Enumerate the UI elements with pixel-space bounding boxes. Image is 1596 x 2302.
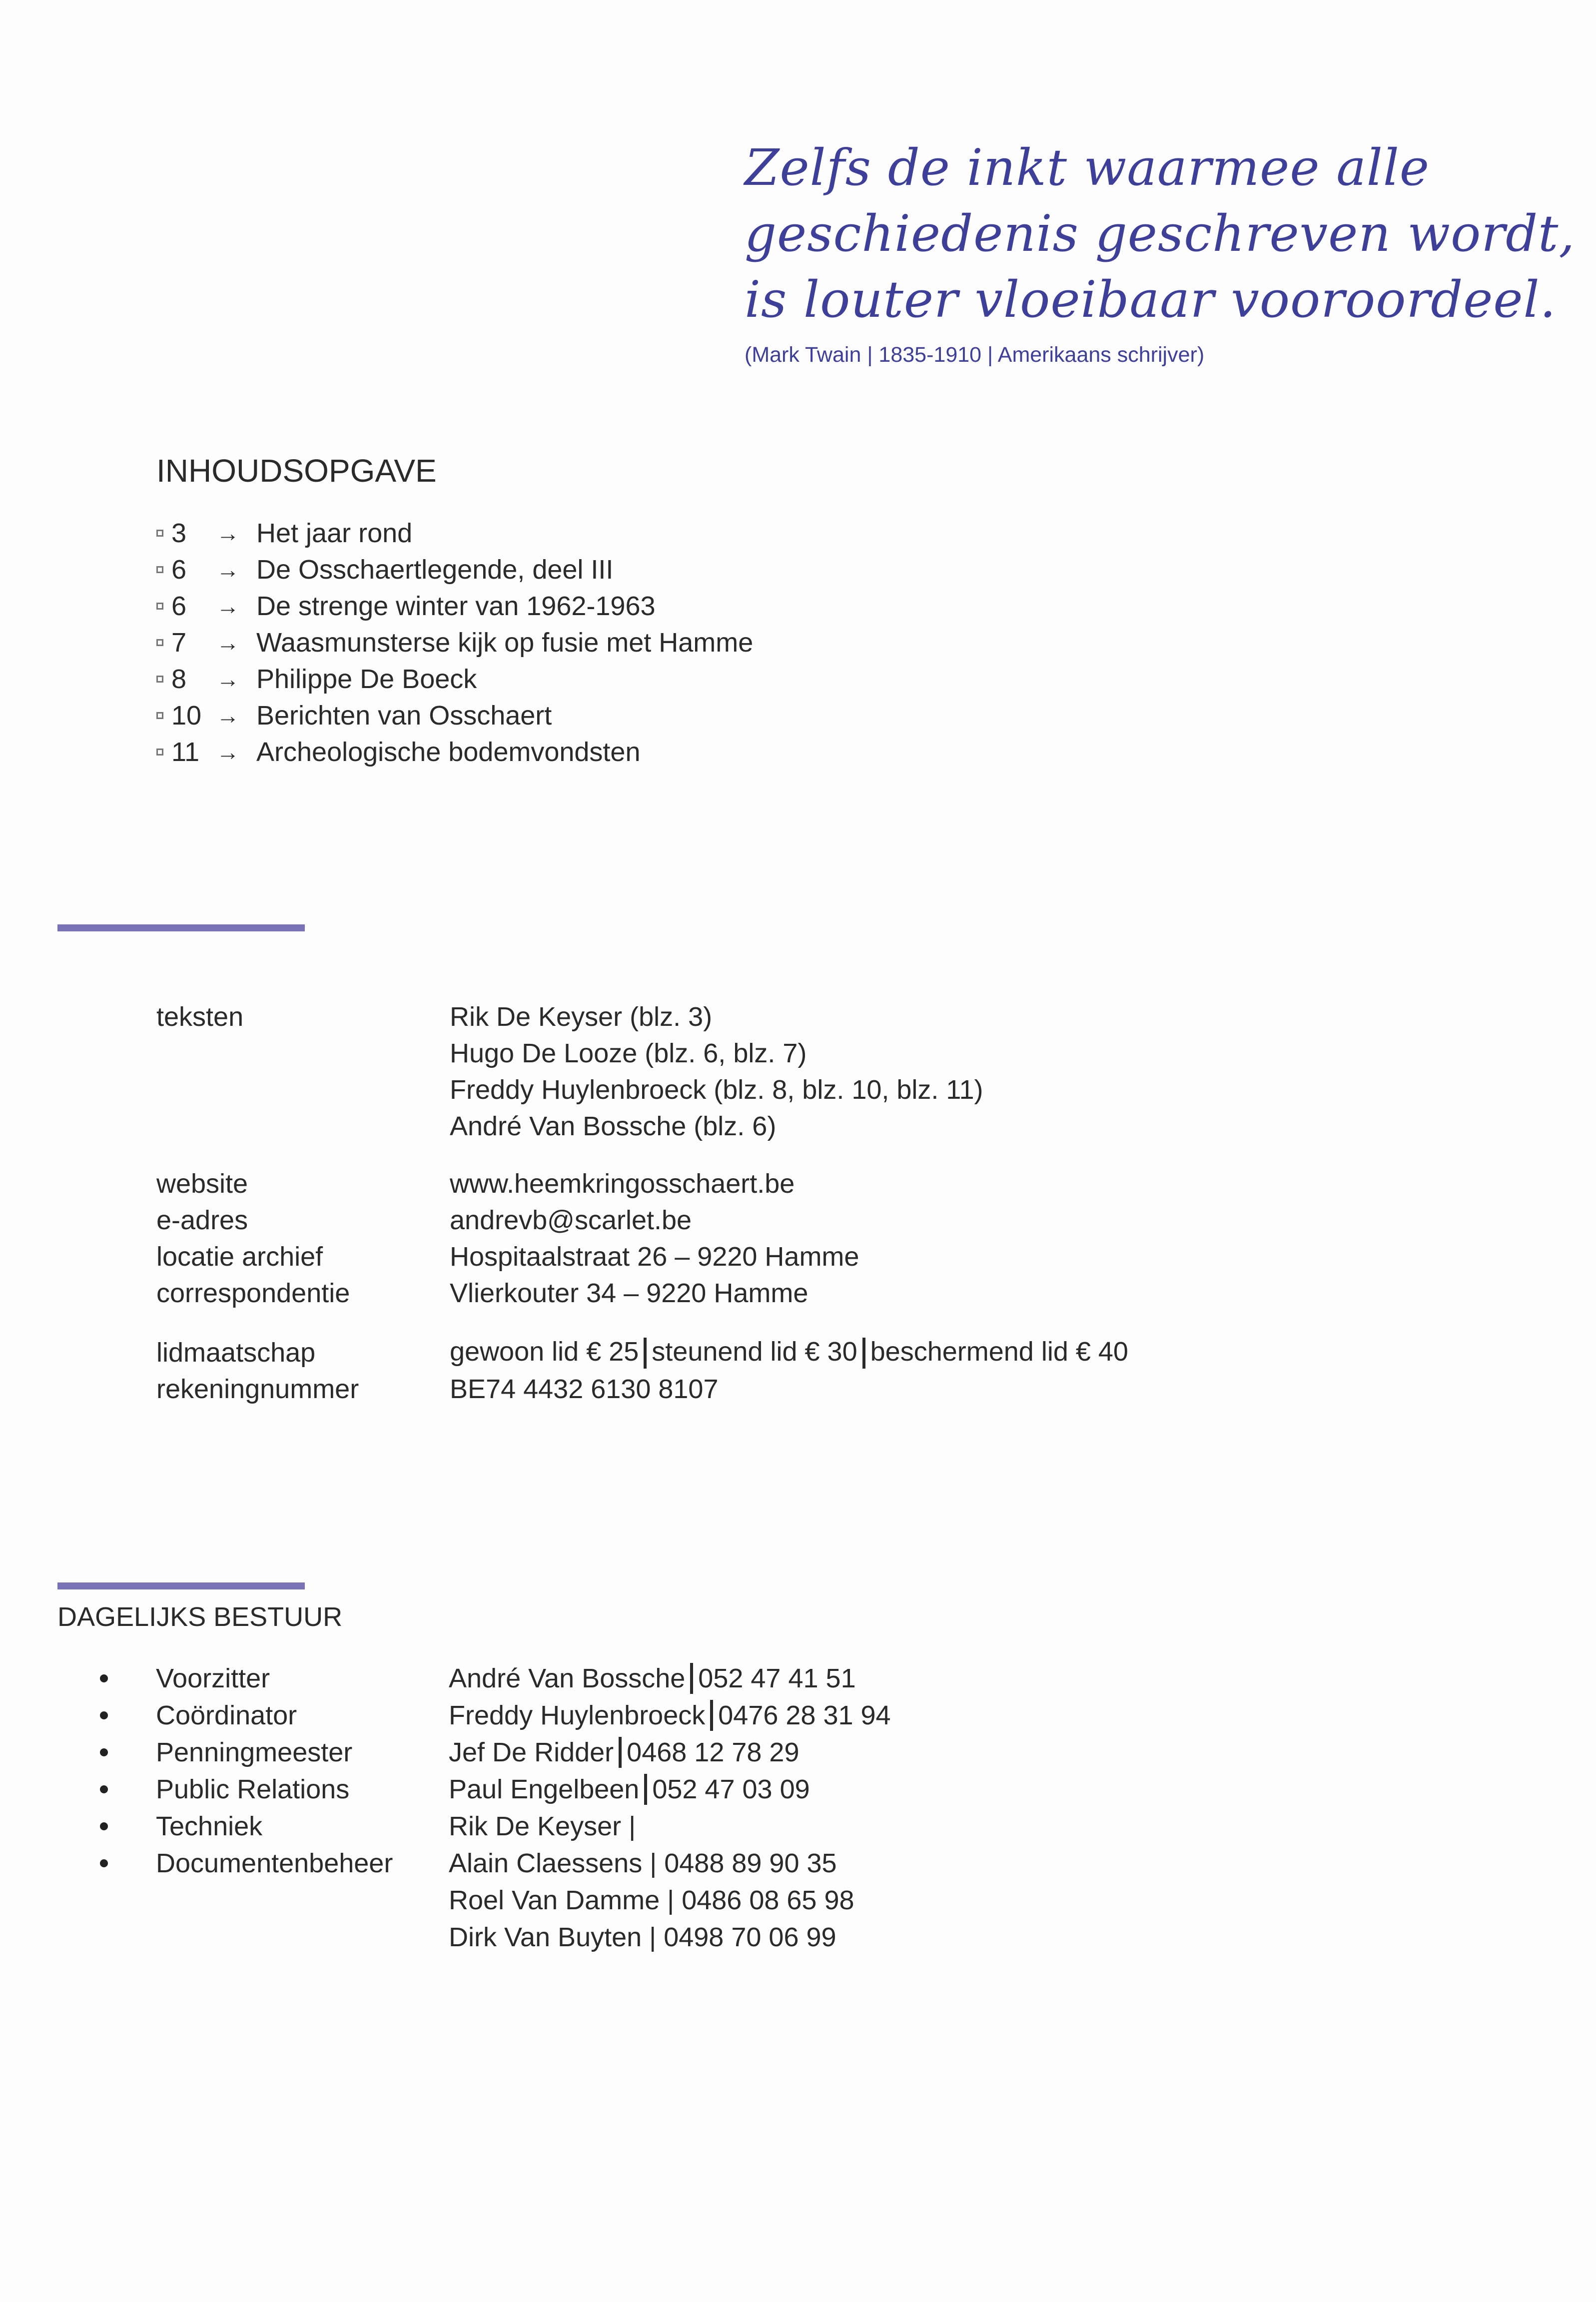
role-label: Coördinator xyxy=(156,1700,297,1730)
member-phone: 052 47 03 09 xyxy=(652,1774,810,1804)
arrow-right-icon: → xyxy=(216,593,239,619)
bullet-icon xyxy=(100,1859,108,1867)
square-bullet-icon xyxy=(156,603,163,610)
correspondence-label: correspondentie xyxy=(156,1278,350,1308)
quote-line-2: geschiedenis geschreven wordt, xyxy=(745,204,1576,263)
archive-location-value: Hospitaalstraat 26 – 9220 Hamme xyxy=(450,1241,859,1272)
member-item xyxy=(449,1919,891,1956)
membership-fee: beschermend lid € 40 xyxy=(870,1336,1128,1367)
member-item xyxy=(449,1697,891,1734)
toc-label: Archeologische bodemvondsten xyxy=(256,737,641,767)
texts-author: Rik De Keyser (blz. 3) xyxy=(450,1001,713,1032)
separator xyxy=(710,1700,713,1731)
role-label: Penningmeester xyxy=(156,1737,353,1767)
credits-row xyxy=(156,1108,983,1144)
board-title: DAGELIJKS BESTUUR xyxy=(57,1602,343,1632)
credits-row xyxy=(156,1035,983,1071)
contact-row xyxy=(156,1275,859,1311)
toc-label: Het jaar rond xyxy=(256,518,413,548)
arrow-right-icon: → xyxy=(216,520,239,546)
texts-author: André Van Bossche (blz. 6) xyxy=(450,1111,777,1141)
bullet-icon xyxy=(100,1674,108,1682)
member-name: Dirk Van Buyten | 0498 70 06 99 xyxy=(449,1922,836,1952)
separator xyxy=(644,1774,647,1805)
member-phone: 0476 28 31 94 xyxy=(718,1700,891,1730)
texts-author: Freddy Huylenbroeck (blz. 8, blz. 10, blz. 11) xyxy=(450,1074,983,1105)
texts-label: teksten xyxy=(156,1001,244,1032)
member-name: André Van Bossche xyxy=(449,1663,686,1693)
toc-item xyxy=(156,515,753,551)
toc-page-number: 6 xyxy=(171,554,187,585)
member-phone: 052 47 41 51 xyxy=(698,1663,856,1693)
member-name: Roel Van Damme | 0486 08 65 98 xyxy=(449,1885,854,1915)
toc-page-number: 11 xyxy=(171,737,200,767)
toc-label: Berichten van Osschaert xyxy=(256,700,552,731)
toc-item xyxy=(156,588,753,624)
member-name: Rik De Keyser | xyxy=(449,1811,636,1841)
toc-item xyxy=(156,551,753,588)
credits-block xyxy=(156,998,983,1144)
role-item xyxy=(100,1697,393,1734)
membership-row xyxy=(156,1334,1128,1371)
section-divider xyxy=(57,924,305,931)
toc-label: Waasmunsterse kijk op fusie met Hamme xyxy=(256,627,754,658)
credits-row xyxy=(156,1071,983,1108)
member-item xyxy=(449,1660,891,1697)
toc-label: De Osschaertlegende, deel III xyxy=(256,554,614,585)
arrow-right-icon: → xyxy=(216,702,239,729)
section-divider xyxy=(57,1582,305,1589)
arrow-right-icon: → xyxy=(216,666,239,692)
toc-page-number: 7 xyxy=(171,627,187,658)
account-row xyxy=(156,1371,1128,1407)
role-label: Documentenbeheer xyxy=(156,1848,393,1878)
toc-list xyxy=(156,515,753,770)
quote-line-3: is louter vloeibaar vooroordeel. xyxy=(745,270,1557,329)
bullet-icon xyxy=(100,1711,108,1719)
membership-label: lidmaatschap xyxy=(156,1337,316,1368)
role-item xyxy=(100,1845,393,1882)
contact-row xyxy=(156,1165,859,1202)
square-bullet-icon xyxy=(156,749,163,756)
toc-label: Philippe De Boeck xyxy=(256,664,477,694)
member-item xyxy=(449,1771,891,1808)
member-phone: 0468 12 78 29 xyxy=(627,1737,799,1767)
role-item xyxy=(100,1771,393,1808)
square-bullet-icon xyxy=(156,530,163,537)
toc-page-number: 8 xyxy=(171,664,187,694)
board-members xyxy=(449,1660,891,1956)
member-name: Jef De Ridder xyxy=(449,1737,614,1767)
separator xyxy=(644,1338,647,1369)
member-item xyxy=(449,1882,891,1919)
bullet-icon xyxy=(100,1822,108,1830)
website-label: website xyxy=(156,1168,248,1199)
account-number: BE74 4432 6130 8107 xyxy=(450,1374,719,1404)
bullet-icon xyxy=(100,1785,108,1793)
toc-item xyxy=(156,734,753,770)
member-item xyxy=(449,1845,891,1882)
toc-title: INHOUDSOPGAVE xyxy=(156,453,437,489)
contact-row xyxy=(156,1202,859,1238)
board-roles xyxy=(100,1660,393,1882)
quote-block xyxy=(745,135,1576,367)
role-item xyxy=(100,1808,393,1845)
credits-row xyxy=(156,998,983,1035)
role-item xyxy=(100,1734,393,1771)
separator xyxy=(862,1338,865,1369)
texts-author: Hugo De Looze (blz. 6, blz. 7) xyxy=(450,1038,807,1068)
membership-fee: gewoon lid € 25 xyxy=(450,1336,639,1367)
email-link[interactable]: andrevb@scarlet.be xyxy=(450,1205,692,1235)
role-label: Voorzitter xyxy=(156,1663,270,1693)
quote-source: (Mark Twain | 1835-1910 | Amerikaans schrijver) xyxy=(745,343,1205,367)
toc-item xyxy=(156,624,753,661)
toc-item xyxy=(156,661,753,697)
role-label: Techniek xyxy=(156,1811,263,1841)
role-item xyxy=(100,1660,393,1697)
member-name: Paul Engelbeen xyxy=(449,1774,640,1804)
quote-line-1: Zelfs de inkt waarmee alle xyxy=(745,138,1430,197)
arrow-right-icon: → xyxy=(216,556,239,583)
member-name: Freddy Huylenbroeck xyxy=(449,1700,706,1730)
correspondence-value: Vlierkouter 34 – 9220 Hamme xyxy=(450,1278,808,1308)
contact-row xyxy=(156,1238,859,1275)
email-label: e-adres xyxy=(156,1205,248,1235)
toc-page-number: 6 xyxy=(171,591,187,621)
website-link[interactable]: www.heemkringosschaert.be xyxy=(450,1168,795,1199)
bullet-icon xyxy=(100,1748,108,1756)
toc-page-number: 10 xyxy=(171,700,202,731)
role-label: Public Relations xyxy=(156,1774,350,1804)
member-name: Alain Claessens | 0488 89 90 35 xyxy=(449,1848,837,1878)
account-label: rekeningnummer xyxy=(156,1374,359,1404)
separator xyxy=(619,1737,622,1768)
toc-item xyxy=(156,697,753,734)
member-item xyxy=(449,1734,891,1771)
square-bullet-icon xyxy=(156,712,163,719)
member-item xyxy=(449,1808,891,1845)
membership-block xyxy=(156,1334,1128,1407)
square-bullet-icon xyxy=(156,566,163,573)
toc-page-number: 3 xyxy=(171,518,187,548)
square-bullet-icon xyxy=(156,639,163,646)
archive-location-label: locatie archief xyxy=(156,1241,323,1272)
membership-fee: steunend lid € 30 xyxy=(652,1336,857,1367)
arrow-right-icon: → xyxy=(216,739,239,765)
square-bullet-icon xyxy=(156,676,163,683)
membership-fees xyxy=(450,1336,1128,1369)
separator xyxy=(690,1663,693,1694)
arrow-right-icon: → xyxy=(216,629,239,656)
toc-label: De strenge winter van 1962-1963 xyxy=(256,591,656,621)
contact-block xyxy=(156,1165,859,1311)
